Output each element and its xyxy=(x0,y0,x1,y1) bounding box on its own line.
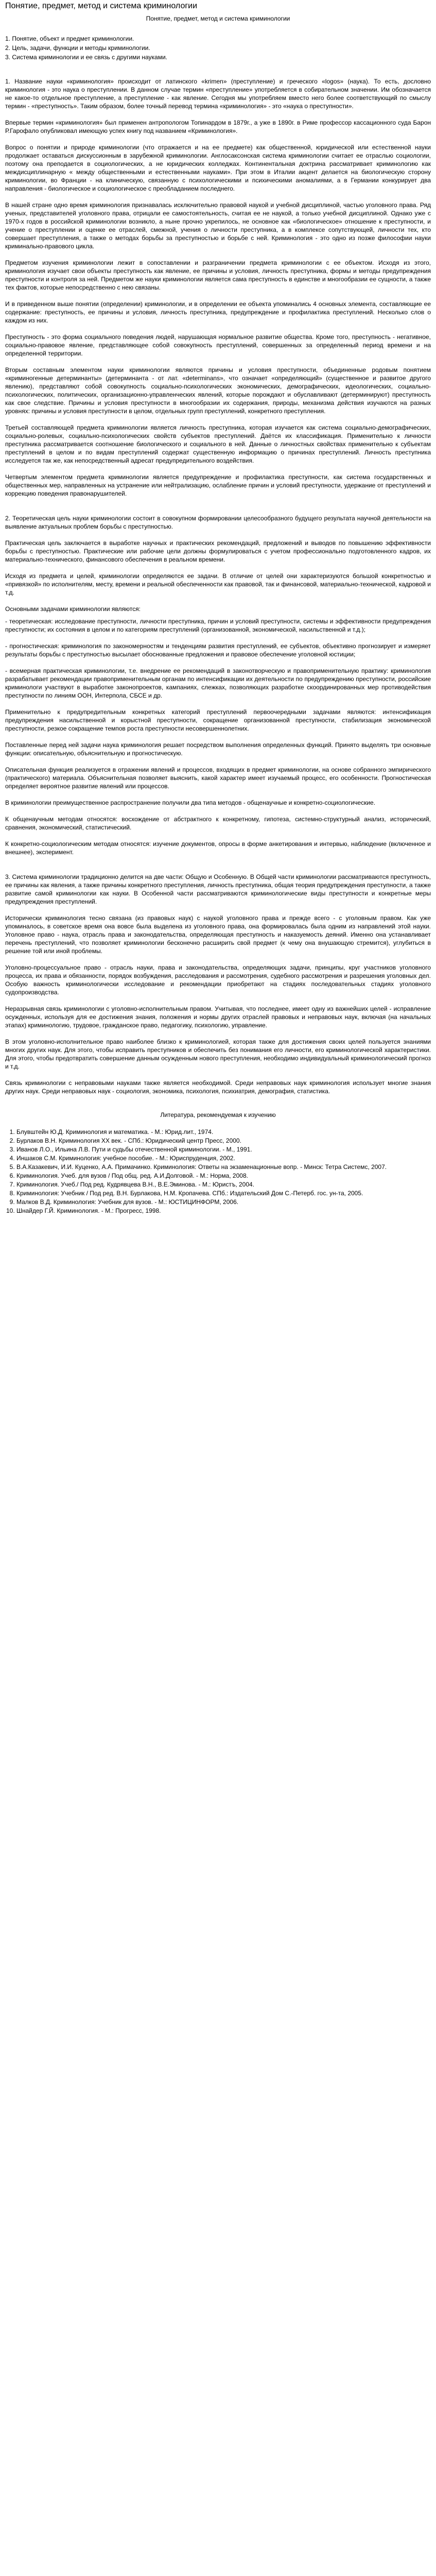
literature-item: 4. Иншаков С.М. Криминология: учебное пособие. - М.: Юриспруденция, 2002. xyxy=(16,1155,431,1162)
literature-item: 9. Малков В.Д. Криминология: Учебник для вузов. - М.: ЮСТИЦИНФОРМ, 2006. xyxy=(16,1198,431,1206)
paragraph: Преступность - это форма социального поведения людей, нарушающая нормальное развитие общества. Кроме того, преступность - негативное, социально-правовое явление, представляющее собой совокупность преступлений, совершенных за определенный период времени и на определенной территории. xyxy=(5,333,431,357)
literature-item: 2. Бурлаков В.Н. Криминология XX век. - СПб.: Юридический центр Пресс, 2000. xyxy=(16,1137,431,1145)
toc-item: 3. Система криминологии и ее связь с другими науками. xyxy=(5,54,167,61)
literature-item: 8. Криминология: Учебник / Под ред. В.Н. Бурлакова, Н.М. Кропачева. СПб.: Издательский Дом С.-Петерб. гос. ун-та, 2005. xyxy=(16,1190,431,1197)
paragraph: 2. Теоретическая цель науки криминологии состоит в совокупном формировании целесообразного будущего результата научной деятельности на выявление актуальных проблем борьбы с преступностью. xyxy=(5,515,431,530)
paragraph: В нашей стране одно время криминология признавалась исключительно правовой наукой и учебной дисциплиной, частью уголовного права. Ряд ученых, представителей уголовного права, отрицали ее самостоятельность, считая ее не наукой, а только учебной дисциплиной. Однако уже с 1970-х годов в российской криминологии возникло, а ныне прочно укрепилось, не основное как «биологическое» отношение к преступности, и учение о преступлении и оценке ее отраслей, смежной, учения о личности преступника, а в комплексе сопутствующей, личности тех, кто совершает преступления, а также о методах борьбы за преступностью и борьбе с ней. Криминология - это одно из позже философии науки криминально-правового цикла. xyxy=(5,201,431,250)
site-title: Понятие, предмет, метод и система криминологии xyxy=(5,2,198,10)
table-of-contents xyxy=(5,34,431,62)
literature-item: 3. Иванов Л.О., Ильина Л.В. Пути и судьбы отечественной криминологии. - М., 1991. xyxy=(16,1146,431,1154)
document-page xyxy=(0,0,436,1226)
document-title: Понятие, предмет, метод и система криминологии xyxy=(146,15,290,22)
paragraph: Практическая цель заключается в выработке научных и практических рекомендаций, предложений и выводов по повышению эффективности борьбы с преступностью. Практические или рабочие цели должны формулироваться с учетом профессионально подготовленного кадров, их материально-технического, финансового обеспечения в реальном времени. xyxy=(5,539,431,563)
paragraph: Вторым составным элементом науки криминологии являются причины и условия преступности, объединенные родовым понятием «криминогенные детерминанты» (детерминанта - от лат. «determinans», что означает «определяющий» (существенное и развитое другого явлению), представляют собой совокупность социально-психологических экономических, демографических, идеологических, социально-психологических, политических, организационно-управленческих явлений, которые порождают и обуславливают (детерминируют) преступность как свое следствие. Причины и условия преступности в многообразии их содержания, природы, механизма действия изучаются на разных уровнях: причины и условия преступности в целом, отдельных групп преступлений, конкретного преступления. xyxy=(5,366,431,415)
literature-item: 10. Шнайдер Г.Й. Криминология. - М.: Прогресс, 1998. xyxy=(16,1207,431,1215)
paragraph: Впервые термин «криминология» был применен антропологом Топинардом в 1879г., а уже в 1890г. в Риме профессор кассационного суда Барон Р.Гарофало опубликовал имеющую успех книгу под названием «Криминология». xyxy=(5,119,431,134)
paragraph: И в приведенном выше понятии (определении) криминологии, и в определении ее объекта упоминались 4 основных элемента, составляющие ее содержание: преступность, ее причины и условия, личность преступника, предупреждение и профилактика преступлений. Несколько слов о каждом из них. xyxy=(5,300,431,324)
toc-item: 2. Цель, задачи, функции и методы криминологии. xyxy=(5,44,150,52)
paragraph: Основными задачами криминологии являются: xyxy=(5,605,141,613)
paragraph: Описательная функция реализуется в отражении явлений и процессов, входящих в предмет криминологии, на основе собранного эмпирического (практического) материала. Объяснительная позволяет выяснить, какой характер имеет изучаемый процесс, его особенности. Прогностическая определяет вероятное развитие явлений или процессов. xyxy=(5,766,431,790)
paragraph: Уголовно-процессуальное право - отрасль науки, права и законодательства, определяющих задачи, принципы, круг участников уголовного процесса, их права и обязанности, порядок возбуждения, расследования и рассмотрения, судебного рассмотрения и разрешения уголовных дел. Особую важность криминологически исследование и рекомендации приобретают на стадиях последовательных стадиях уголовного судопроизводства. xyxy=(5,964,431,996)
paragraph: Исходя из предмета и целей, криминологии определяются ее задачи. В отличие от целей они характеризуются большой конкретностью и «привязкой» по исполнителям, месту, времени и реальной обеспеченности как правовой, так и финансовой, материально-технической, кадровой и т.д. xyxy=(5,572,431,596)
paragraph: В этом уголовно-исполнительное право наиболее близко к криминологией, которая также для достижения своих целей пользуется знаниями многих других наук. Для этого, чтобы исправить преступников и обеспечить без понимания его личности, его криминологической характеристики. Для этого, чтобы предотвратить совершение данным осужденным нового преступления, необходимо индивидуальный криминологический прогноз и т.д. xyxy=(5,1038,431,1070)
literature-item: 1. Блувштейн Ю.Д. Криминология и математика. - М.: Юрид.лит., 1974. xyxy=(16,1128,431,1136)
paragraph: Четвертым элементом предмета криминологии является предупреждение и профилактика преступности, как система государственных и общественных мер, направленных на устранение или нейтрализацию, ослабление причин и условий преступности, удержание от преступлений и коррекцию поведения правонарушителей. xyxy=(5,473,431,497)
paragraph: Вопрос о понятии и природе криминологии (что отражается и на ее предмете) как общественной, юридической или естественной науки продолжает оставаться дискуссионным в зарубежной криминологии. Англосаксонская система криминологии считает ее отраслью социологии, поэтому она преподается в социологических, а не юридических колледжах. Континентальная доктрина рассматривает криминологию как междисциплинарную « между общественными и естественными науками». При этом в Италии акцент делается на биологическую сторону криминологии, во Франции - на клиническую, связанную с психологическими и психическими аномалиями, а в Германии конкурирует два направления - биологическое и социологическое с преобладанием последнего. xyxy=(5,144,431,192)
literature-item: 7. Криминология. Учеб./ Под ред. Кудрявцева В.Н., В.Е.Эминова. - М.: Юристъ, 2004. xyxy=(16,1181,431,1189)
literature-title: Литература, рекомендуемая к изучению xyxy=(160,1111,276,1118)
paragraph: - всемерная практическая криминологии, т.е. внедрение ее рекомендаций в законотворческую и правоприменительную практику: криминология разрабатывает рекомендации правоприменительным органам по интенсификации их деятельности по предупреждению преступности, российские криминологи участвуют в выработке законопроектов, кампаниях, слежках, позволяющих разработке скоординированных мер противодействия преступности по линиям ООН, Интерпола, СБСЕ и др. xyxy=(5,667,431,699)
paragraph: Применительно к предупредительным конкретных категорий преступлений первоочередными задачами являются: интенсификация предупреждения насильственной и корыстной преступности, сокращение организованной преступности, стабилизация экономической преступности, резкое сокращение темпов роста преступности несовершеннолетних. xyxy=(5,708,431,732)
paragraph: Поставленные перед ней задачи наука криминология решает посредством выполнения определенных функций. Принято выделять три основные функции: описательную, объяснительную и прогностическую. xyxy=(5,741,431,757)
paragraph: Связь криминологии с неправовыми науками также является необходимой. Среди неправовых наук криминология использует многие знания других наук. Среди неправовых наук - социология, экономика, психология, психиатрия, демография, статистика. xyxy=(5,1079,431,1095)
paragraph: Неразрывная связь криминологии с уголовно-исполнительным правом. Учитывая, что последнее, имеет одну из важнейших целей - исправление осужденных, используя для ее достижения знания, положения и нормы других отраслей правовых и неправовых наук, включая (на начальных этапах) криминологию, трудовое, гражданское право, педагогику, психологию, управление. xyxy=(5,1005,431,1029)
paragraph: Третьей составляющей предмета криминологии является личность преступника, которая изучается как система социально-демографических, социально-ролевых, социально-психологических свойств субъектов преступлений. Даётся их классификация. Применительно к личности преступника рассматривается соотношение биологического и социального в ней. Данные о личностных свойствах применительно к субъектам преступлений в целом и по видам преступлений содержат существенную информацию о причинах преступлений. Личность преступника исследуется так же, как непосредственный адресат предупредительного воздействия. xyxy=(5,424,431,464)
toc-item: 1. Понятие, объект и предмет криминологии. xyxy=(5,35,134,42)
paragraph: К конкретно-социологическим методам относятся: изучение документов, опросы в форме анкетирования и интервью, наблюдение (включенное и внешнее), эксперимент. xyxy=(5,840,431,856)
paragraph: Исторически криминология тесно связана (из правовых наук) с наукой уголовного права и прежде всего - с уголовным правом. Как уже упоминалось, в советское время она вовсе была выделена из уголовного права, она формировалась была одним из направлений этой науки. Уголовное право - наука, отрасль права и законодательства, определяющая преступность и наказуемость деяний. Именно она устанавливает перечень преступлений, что позволяет криминологии бесконечно расширить свой предмет (к чему она внушающую стремится), углубиться в решение той или иной проблемы. xyxy=(5,914,431,955)
paragraph: В криминологии преимущественное распространение получили два типа методов - общенаучные и конкретно-социологические. xyxy=(5,799,376,806)
paragraph: 3. Система криминологии традиционно делится на две части: Общую и Особенную. В Общей части криминологии рассматриваются преступность, ее причины как явления, а также причины конкретного преступления, личность преступника, общая теория предупреждения преступности, а также развитие самой криминологии как науки. В Особенной части рассматриваются криминологические виды преступности и конкретные меры предупреждения преступлений. xyxy=(5,873,431,905)
literature-list xyxy=(5,1128,431,1215)
paragraph: Предметом изучения криминологии лежит в сопоставлении и разграничении предмета криминологии с ее объектом. Исходя из этого, криминология изучает свои объекты преступность как явление, ее причины и условия, личность преступника, формы и методы предупреждения преступности и контроля за ней. Предметом же науки криминологии является сама преступность в единстве и многообразии ее сущности, а также тех фактов, которые непосредственно с нею связаны. xyxy=(5,259,431,291)
paragraph: К общенаучным методам относятся: восхождение от абстрактного к конкретному, гипотеза, системно-структурный анализ, исторический, сравнения, экономический, статистический. xyxy=(5,816,431,831)
paragraph: 1. Название науки «криминология» происходит от латинского «krimen» (преступление) и греческого «logos» (наука). То есть, дословно криминология - это наука о преступлении. В данном случае термин «преступление» употребляется в собирательном значении. Им обозначается не какое-то отдельное преступление, а преступление - как явление. Сегодня мы употребляем вместо него более соответствующий по смыслу термин - «преступность». Таким образом, более точный перевод термина «криминология» - это «наука о преступности». xyxy=(5,78,431,110)
literature-item: 6. Криминология. Учеб. для вузов / Под общ. ред. А.И.Долговой. - М.: Норма, 2008. xyxy=(16,1172,431,1180)
literature-item: 5. В.А.Казакевич, И.И. Куценко, А.А. Примачинко. Криминология: Ответы на экзаменационные вопр. - Минск: Тетра Системс, 2007. xyxy=(16,1163,431,1171)
document-body xyxy=(5,77,431,1095)
paragraph: - прогностическая: криминология по закономерностям и тенденциям развития преступлений, ее субъектов, объективно прогнозирует и измеряет результаты борьбы с преступностью высылает обоснованные предложения и правовое обеспечение уголовной юстиции; xyxy=(5,642,431,658)
paragraph: - теоретическая: исследование преступности, личности преступника, причин и условий преступности, системы и эффективности предупреждения преступности; их состояния в целом и по категориям преступлений (организованной, экономической, насильственной и т.д.); xyxy=(5,618,431,633)
